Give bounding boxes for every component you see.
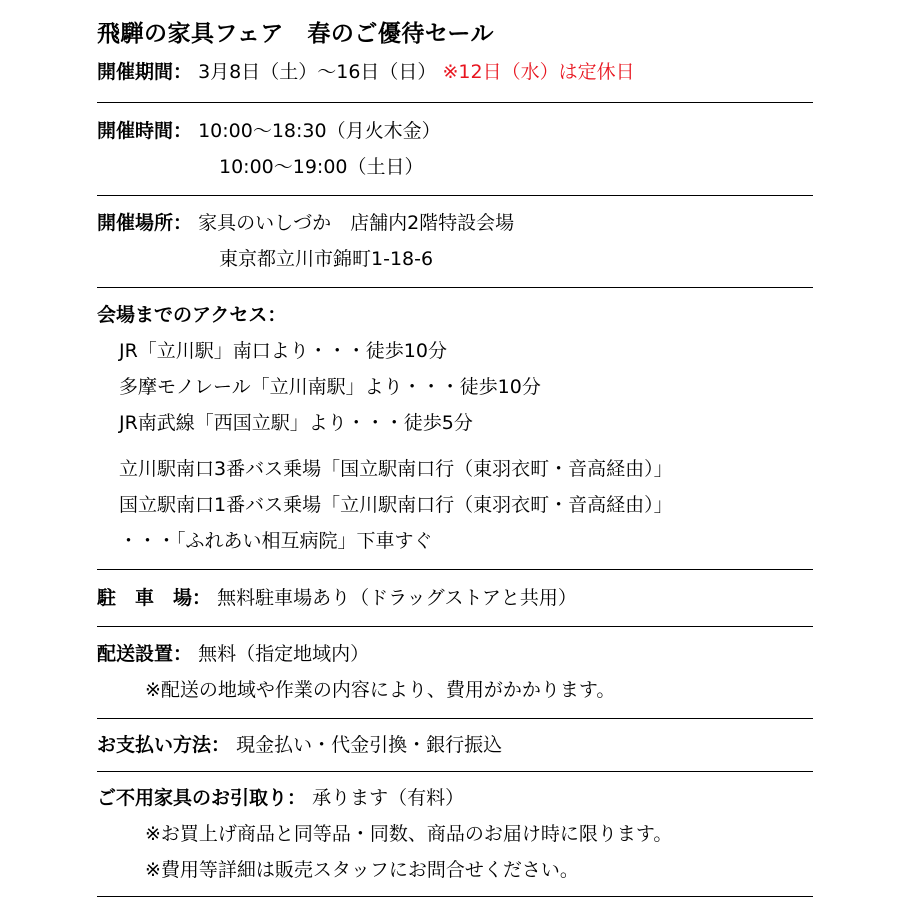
access-label: 会場までのアクセス： [97, 304, 287, 326]
hours-label: 開催時間： [97, 120, 193, 142]
bus-line: ・・・「ふれあい相互病院」下車すぐ [119, 530, 433, 552]
bus-line: 国立駅南口1番バス乗場「立川駅南口行（東羽衣町・音高経由）」 [119, 494, 673, 516]
parking-value: 無料駐車場あり（ドラッグストアと共用） [217, 587, 577, 609]
hours-row-2 [97, 149, 813, 185]
delivery-section [97, 627, 813, 719]
payment-label: お支払い方法： [97, 734, 231, 756]
period-section [97, 54, 813, 103]
flyer-document [97, 14, 813, 897]
parking-row [97, 580, 813, 616]
payment-row [97, 727, 813, 763]
access-line: 多摩モノレール「立川南駅」より・・・徒歩10分 [119, 376, 541, 398]
bus-line: 立川駅南口3番バス乗場「国立駅南口行（東羽衣町・音高経由）」 [119, 458, 673, 480]
delivery-row [97, 636, 813, 672]
hours-section [97, 103, 813, 196]
hours-weekday: 10:00～18:30（月火木金） [198, 120, 441, 142]
period-row [97, 54, 813, 90]
takeback-note: ※お買上げ商品と同等品・同数、商品のお届け時に限ります。 [145, 823, 673, 845]
parking-section [97, 570, 813, 627]
payment-section [97, 719, 813, 772]
access-heading-row [97, 297, 813, 333]
takeback-note: ※費用等詳細は販売スタッフにお問合せください。 [145, 859, 579, 881]
hours-row-1 [97, 113, 813, 149]
hours-weekend: 10:00～19:00（土日） [219, 156, 424, 178]
flyer-title: 飛騨の家具フェア 春のご優待セール [97, 21, 494, 47]
delivery-label: 配送設置： [97, 643, 193, 665]
venue-name: 家具のいしづか 店舗内2階特設会場 [198, 212, 515, 234]
period-label: 開催期間： [97, 61, 193, 83]
payment-value: 現金払い・代金引換・銀行振込 [236, 734, 503, 756]
parking-label: 駐 車 場： [97, 587, 212, 609]
venue-row-1 [97, 205, 813, 241]
access-section [97, 288, 813, 570]
access-line: JR「立川駅」南口より・・・徒歩10分 [119, 340, 447, 362]
closed-day-note: ※12日（水）は定休日 [442, 61, 635, 83]
delivery-value: 無料（指定地域内） [198, 643, 370, 665]
access-gap [97, 441, 813, 451]
takeback-row [97, 780, 813, 816]
venue-address: 東京都立川市錦町1-18-6 [219, 248, 434, 270]
takeback-label: ご不用家具のお引取り： [97, 787, 307, 809]
takeback-section [97, 772, 813, 897]
venue-section [97, 196, 813, 288]
delivery-note: ※配送の地域や作業の内容により、費用がかかります。 [145, 679, 616, 701]
venue-label: 開催場所： [97, 212, 193, 234]
venue-row-2 [97, 241, 813, 277]
access-line: JR南武線「西国立駅」より・・・徒歩5分 [119, 412, 473, 434]
takeback-value: 承ります（有料） [312, 787, 465, 809]
period-value: 3月8日（土）～16日（日） [198, 61, 437, 83]
